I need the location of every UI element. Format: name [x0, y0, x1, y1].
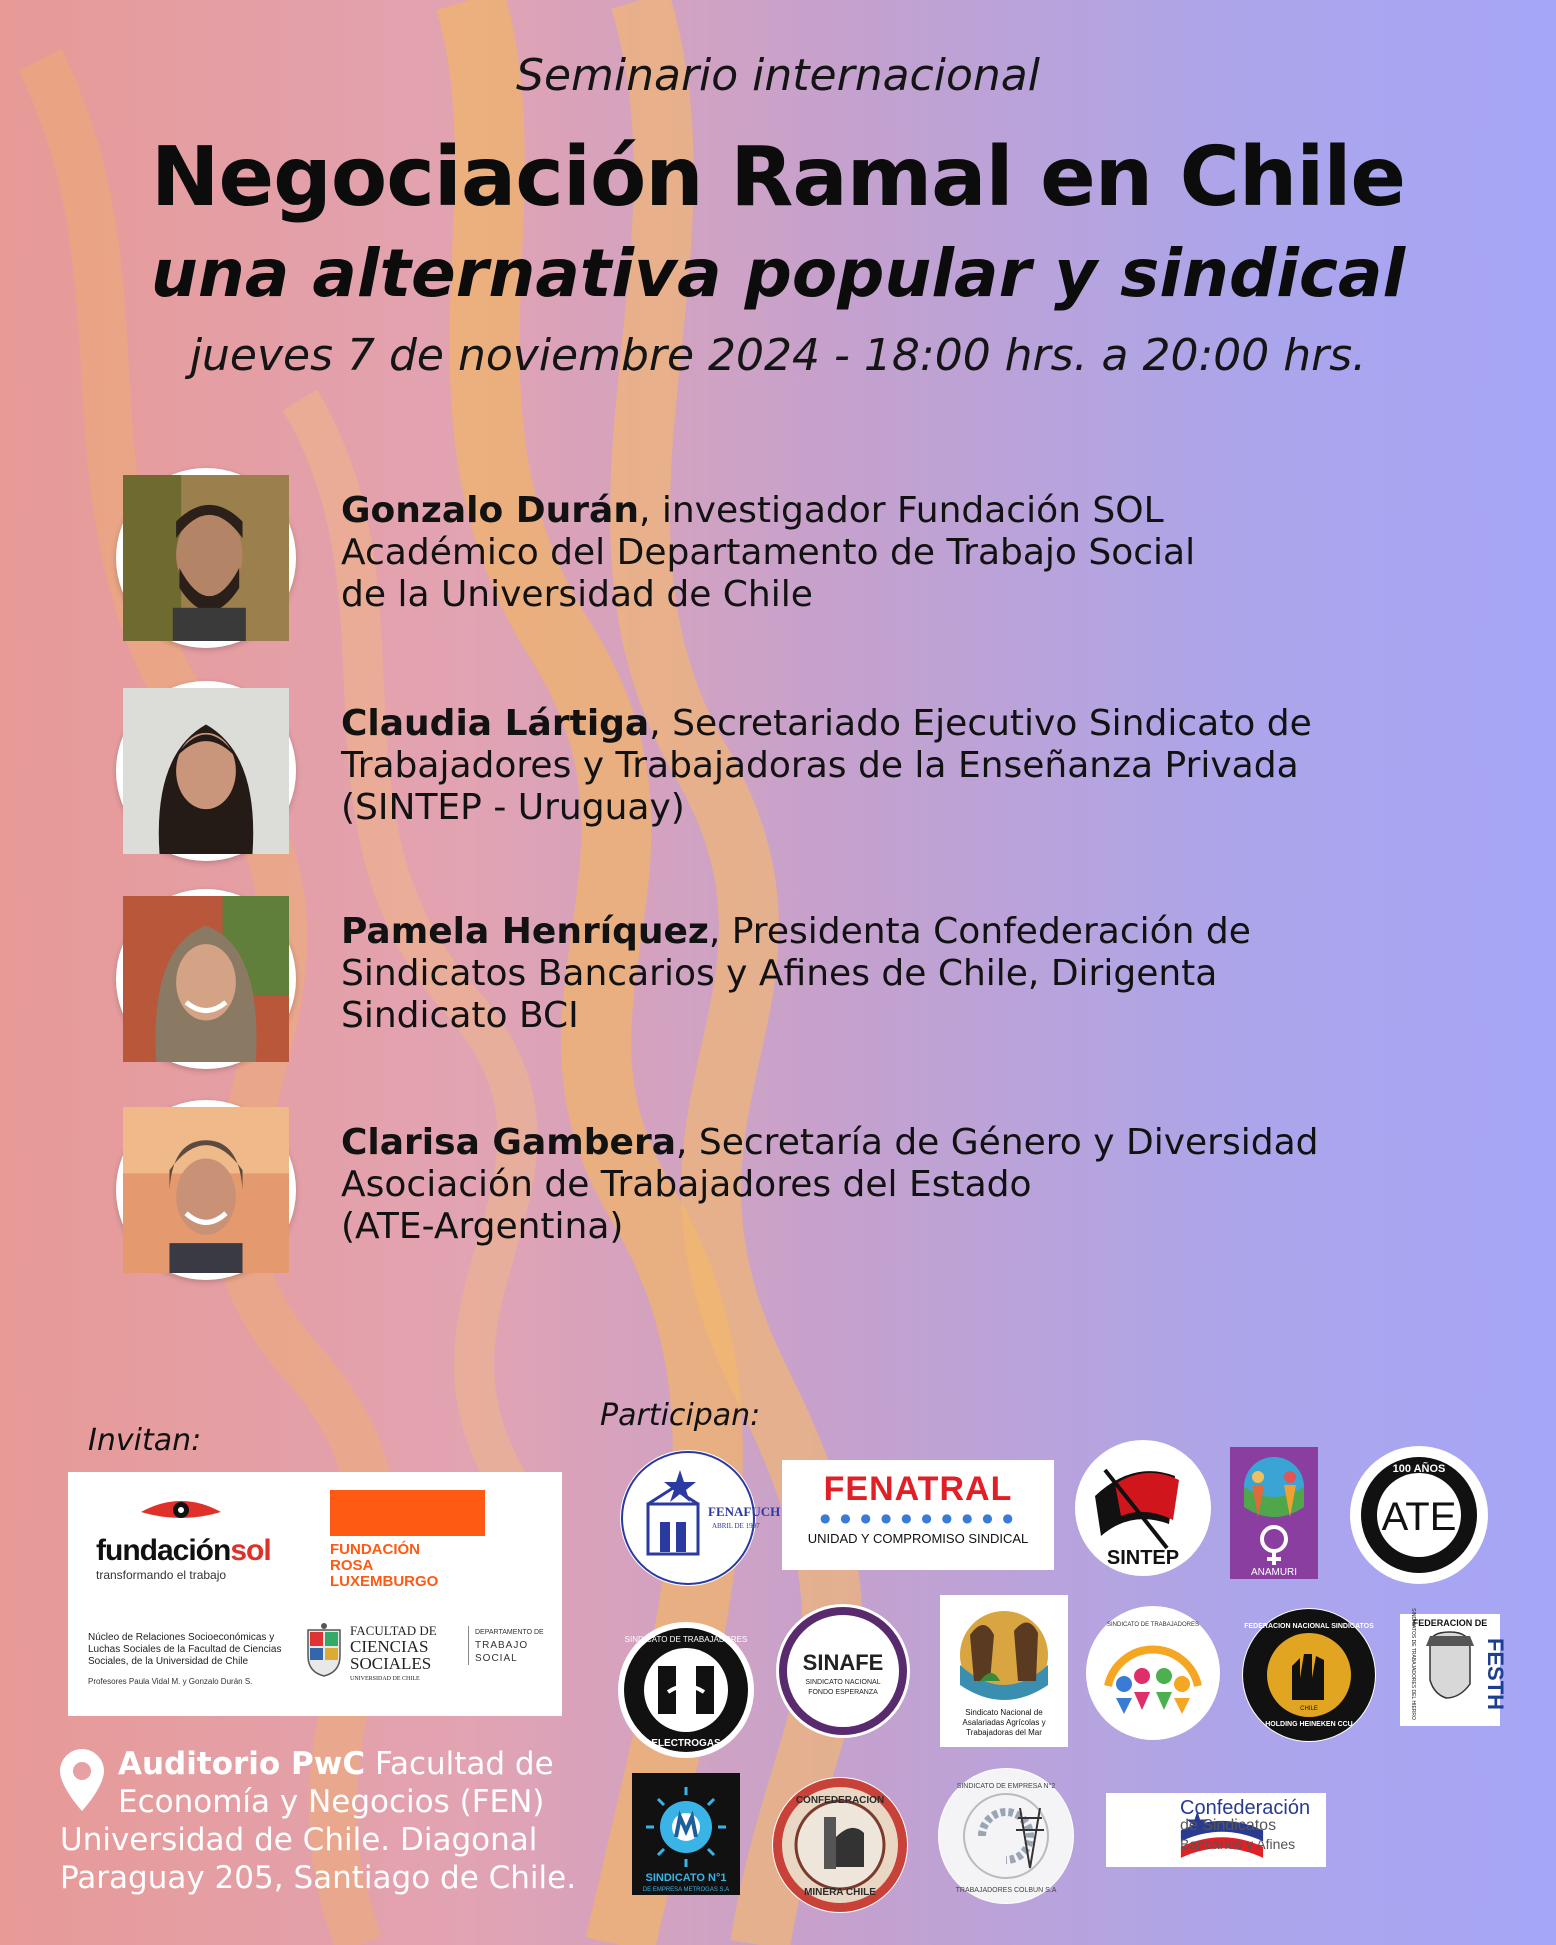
speaker-role-line3: (ATE-Argentina): [341, 1206, 624, 1247]
sindicato-trabajadores-colors-logo: [1086, 1606, 1220, 1740]
colbun-name: SINDICATO DE EMPRESA N°2: [956, 1783, 1056, 1790]
sinafe-sub2: FONDO ESPERANZA: [808, 1689, 878, 1696]
speaker-name: Clarisa Gambera: [341, 1122, 676, 1163]
speaker-name: Gonzalo Durán: [341, 490, 639, 531]
rosa-line3: LUXEMBURGO: [330, 1573, 439, 1590]
bancarios-line1: Confederación: [1180, 1797, 1311, 1819]
metrogas-name: SINDICATO N°1: [645, 1872, 727, 1884]
fundacion-sol-logo: [96, 1494, 296, 1582]
festh-top: FEDERACION DE: [1412, 1618, 1488, 1628]
bancarios-line2: de Sindicatos: [1180, 1817, 1277, 1834]
facultad-line4: UNIVERSIDAD DE CHILE: [350, 1676, 420, 1682]
colbun-sub: TRABAJADORES COLBUN S.A: [955, 1887, 1057, 1894]
speaker-role-line3: (SINTEP - Uruguay): [341, 787, 685, 828]
speaker-claudia-lartiga: [116, 681, 1476, 861]
fenatral-member-logos: ● ● ● ● ● ● ● ● ● ●: [819, 1511, 1017, 1525]
festh-side: SINDICATOS DE TRABAJADORES DEL HIERRO: [1410, 1608, 1416, 1720]
fenatral-name: FENATRAL: [823, 1470, 1013, 1508]
invitan-logos-box: [68, 1472, 562, 1716]
participan-label: Participan:: [600, 1398, 761, 1433]
address-line1: Facultad de: [365, 1746, 554, 1782]
nucleo-description: Núcleo de Relaciones Socioeconómicas y Luchas Sociales de la Facultad de Ciencias Sociales, de la Universidad de Chile: [88, 1632, 282, 1667]
sintep-logo: [1075, 1440, 1211, 1576]
st-logo-name: SINDICATO DE TRABAJADORES: [1106, 1622, 1200, 1628]
speaker-role-line2: Sindicatos Bancarios y Afines de Chile, Dirigenta: [341, 953, 1218, 994]
asalariadas-agricolas-logo: [940, 1595, 1068, 1747]
event-address: [60, 1745, 600, 1897]
facultad-ciencias-sociales-logo: [300, 1622, 550, 1692]
colbun-logo: [938, 1768, 1074, 1904]
speaker-photo: [116, 468, 296, 648]
festh-name: FESTH: [1483, 1637, 1508, 1711]
minera-name: CONFEDERACION: [795, 1795, 885, 1806]
page-title-line2: una alternativa popular y sindical: [150, 235, 1406, 312]
heineken-sub: HOLDING HEINEKEN CCU: [1265, 1721, 1353, 1728]
speaker-role-line3: de la Universidad de Chile: [341, 574, 813, 615]
speaker-info: [341, 911, 1471, 1037]
speaker-photo: [116, 889, 296, 1069]
facultad-line2: CIENCIAS: [350, 1637, 429, 1656]
speaker-clarisa-gambera: [116, 1100, 1476, 1280]
fenafuch-name: FENAFUCH: [708, 1504, 781, 1519]
festh-logo: [1400, 1608, 1508, 1726]
dept-line2: SOCIAL: [475, 1653, 518, 1664]
heineken-country: CHILE: [1300, 1706, 1318, 1712]
address-line2: Economía y Negocios (FEN): [118, 1784, 545, 1820]
facultad-line1: FACULTAD DE: [350, 1623, 437, 1638]
speaker-role-line2: Asociación de Trabajadores del Estado: [341, 1164, 1032, 1205]
nucleo-professors: Profesores Paula Vidal M. y Gonzalo Durán S.: [88, 1677, 253, 1686]
fsol-name-b: sol: [230, 1534, 271, 1567]
speaker-pamela-henriquez: [116, 889, 1476, 1069]
fenafuch-logo: [620, 1450, 781, 1586]
speaker-role-line3: Sindicato BCI: [341, 995, 579, 1036]
nucleo-text-block: [88, 1632, 303, 1688]
rosa-orange-block: [330, 1490, 485, 1536]
confederacion-minera-logo: [772, 1777, 908, 1913]
minera-sub: MINERA CHILE: [804, 1887, 876, 1898]
venue-name: Auditorio PwC: [118, 1746, 366, 1782]
electrogas-name: SINDICATO DE TRABAJADORES: [624, 1635, 748, 1644]
departamento-block: [468, 1626, 548, 1665]
sinafe-name: SINAFE: [802, 1650, 884, 1675]
speaker-photo: [116, 681, 296, 861]
address-line3: Universidad de Chile. Diagonal: [60, 1822, 538, 1858]
sinafe-sub1: SINDICATO NACIONAL: [805, 1679, 881, 1686]
fenatral-sub: UNIDAD Y COMPROMISO SINDICAL: [807, 1531, 1029, 1546]
rosa-luxemburgo-logo: [330, 1490, 490, 1590]
invitan-label: Invitan:: [88, 1423, 202, 1458]
eye-icon: [136, 1494, 226, 1530]
dept-small: DEPARTAMENTO DE: [475, 1629, 544, 1636]
fenafuch-sub: ABRIL DE 1997: [712, 1522, 760, 1530]
sinafe-logo: [776, 1604, 910, 1738]
heineken-federacion-logo: [1242, 1608, 1376, 1742]
fsol-name-a: fundación: [96, 1534, 231, 1567]
address-line4: Paraguay 205, Santiago de Chile.: [60, 1860, 577, 1896]
speaker-role-line1: , Presidenta Confederación de: [708, 911, 1251, 952]
heineken-name: FEDERACION NACIONAL SINDICATOS: [1244, 1623, 1374, 1630]
location-pin-icon: [60, 1749, 104, 1811]
speaker-name: Claudia Lártiga: [341, 703, 650, 744]
seminar-subtitle: Seminario internacional: [516, 50, 1040, 101]
speaker-info: [341, 1122, 1471, 1248]
electrogas-sub: ELECTROGAS: [651, 1738, 721, 1749]
asalariadas-line3: Trabajadoras del Mar: [966, 1728, 1042, 1737]
anamuri-name: ANAMURI: [1250, 1567, 1298, 1578]
speaker-info: [341, 703, 1471, 829]
rosa-line2: ROSA: [330, 1557, 374, 1574]
metrogas-sub: DE EMPRESA METROGAS S.A: [642, 1887, 730, 1893]
ate-badge: 100 AÑOS: [1392, 1463, 1446, 1475]
speaker-name: Pamela Henríquez: [341, 911, 709, 952]
fsol-tagline: transformando el trabajo: [96, 1568, 227, 1582]
speaker-role-line1: , Secretariado Ejecutivo Sindicato de: [649, 703, 1312, 744]
facultad-line3: SOCIALES: [350, 1654, 432, 1673]
speaker-role-line2: Trabajadores y Trabajadoras de la Enseñanza Privada: [341, 745, 1299, 786]
university-shield-icon: [304, 1622, 344, 1678]
asalariadas-line2: Asalariadas Agrícolas y: [962, 1718, 1046, 1727]
anamuri-logo: [1230, 1447, 1318, 1579]
speaker-info: [341, 490, 1471, 616]
rosa-line1: FUNDACIÓN: [330, 1541, 420, 1558]
asalariadas-line1: Sindicato Nacional de: [965, 1708, 1043, 1717]
ate-name: ATE: [1381, 1495, 1457, 1539]
speaker-gonzalo-duran: [116, 468, 1476, 648]
speaker-role-line1: , Secretaría de Género y Diversidad: [676, 1122, 1319, 1163]
sintep-name: SINTEP: [1106, 1547, 1180, 1569]
metrogas-logo: [632, 1773, 740, 1895]
page-title: Negociación Ramal en Chile: [150, 130, 1406, 225]
speaker-photo: [116, 1100, 296, 1280]
dept-line1: TRABAJO: [475, 1640, 529, 1651]
fenatral-logo: [782, 1460, 1054, 1570]
speaker-role-line2: Académico del Departamento de Trabajo Social: [341, 532, 1196, 573]
speaker-role-line1: , investigador Fundación SOL: [638, 490, 1164, 531]
bancarios-confederacion-logo: [1106, 1793, 1326, 1867]
electrogas-logo: [618, 1622, 754, 1758]
bancarios-line3: Bancarios y Afines: [1180, 1836, 1296, 1852]
event-date: jueves 7 de noviembre 2024 - 18:00 hrs. a 20:00 hrs.: [189, 330, 1367, 381]
ate-logo: [1350, 1446, 1488, 1584]
